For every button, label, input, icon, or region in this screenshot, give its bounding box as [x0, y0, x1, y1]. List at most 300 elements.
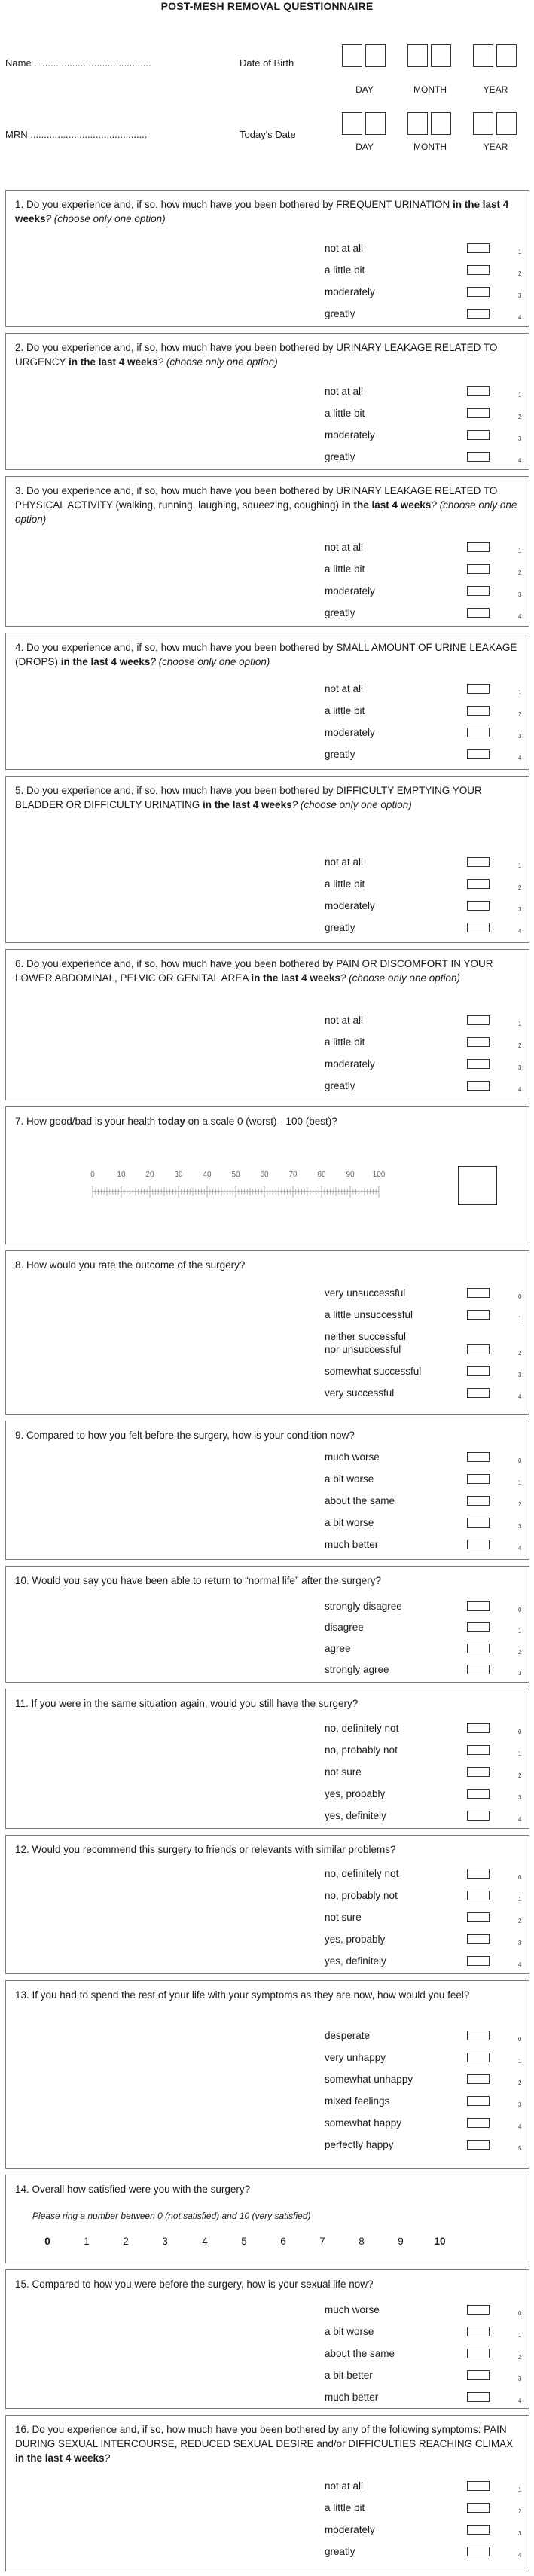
option-label: a little bit: [325, 1036, 365, 1048]
today-month-label: MONTH: [413, 142, 447, 152]
question-text: [15, 1573, 520, 1588]
option-checkbox[interactable]: [467, 1474, 490, 1484]
option-score: 2: [518, 569, 522, 576]
option-score: 4: [518, 1393, 522, 1400]
question-number: 2.: [15, 342, 27, 353]
option-score: 0: [518, 1457, 522, 1464]
option-checkbox[interactable]: [467, 1869, 490, 1879]
option-label: no, probably not: [325, 1744, 398, 1756]
option-score: 2: [518, 2354, 522, 2361]
option-label: agree: [325, 1643, 351, 1654]
option-checkbox[interactable]: [467, 1912, 490, 1922]
today-year-label: YEAR: [483, 142, 508, 152]
option-score: 0: [518, 2310, 522, 2317]
option-checkbox[interactable]: [467, 1037, 490, 1047]
option-score: 3: [518, 1794, 522, 1801]
option-checkbox[interactable]: [467, 1452, 490, 1462]
option-label: greatly: [325, 308, 355, 319]
question-16-box: [5, 2415, 529, 2571]
question-text: [15, 640, 520, 669]
option-label: a bit worse: [325, 1517, 374, 1528]
option-checkbox[interactable]: [467, 1344, 490, 1354]
dob-day-digit-box[interactable]: [365, 44, 386, 67]
option-score: 2: [518, 884, 522, 891]
option-label: not at all: [325, 683, 364, 694]
dob-month-label: MONTH: [413, 84, 447, 95]
today-date-label: Today's Date: [240, 129, 296, 140]
scale-label: 80: [317, 1170, 326, 1179]
option-score: 2: [518, 2508, 522, 2515]
option-score: 4: [518, 1545, 522, 1552]
option-checkbox[interactable]: [467, 2481, 490, 2491]
option-checkbox[interactable]: [467, 749, 490, 759]
today-month-digit-box[interactable]: [407, 112, 428, 135]
rating-number-1[interactable]: 1: [84, 2236, 90, 2247]
option-score: 2: [518, 1501, 522, 1508]
option-label: moderately: [325, 2524, 375, 2535]
option-label: much worse: [325, 2304, 380, 2315]
option-checkbox[interactable]: [467, 586, 490, 596]
option-checkbox[interactable]: [467, 1644, 490, 1653]
option-label: very unhappy: [325, 2052, 386, 2063]
option-checkbox[interactable]: [467, 1288, 490, 1298]
option-score: 3: [518, 1372, 522, 1378]
option-checkbox[interactable]: [467, 879, 490, 889]
option-label: yes, probably: [325, 1788, 386, 1799]
option-score: 3: [518, 1940, 522, 1946]
question-body: Do you experience and, if so, how much have you been bothered by SMALL AMOUNT OF URINE LEAKAGE (DROPS): [15, 642, 517, 667]
option-label: moderately: [325, 1058, 375, 1070]
question-timeframe: in the last 4 weeks: [69, 356, 158, 368]
option-checkbox[interactable]: [467, 706, 490, 716]
option-checkbox[interactable]: [467, 1767, 490, 1777]
option-label: moderately: [325, 286, 375, 298]
option-checkbox[interactable]: [467, 1934, 490, 1944]
option-score: 1: [518, 1628, 522, 1634]
option-label: yes, definitely: [325, 1955, 386, 1967]
option-label: mixed feelings: [325, 2095, 390, 2107]
rating-number-4[interactable]: 4: [202, 2236, 208, 2247]
option-score: 3: [518, 435, 522, 442]
question-body: Do you experience and, if so, how much have you been bothered by DIFFICULTY EMPTYING YOUR BLADDER OR DIFFICULTY URINATING: [15, 785, 482, 810]
option-checkbox[interactable]: [467, 1811, 490, 1821]
option-label: somewhat happy: [325, 2117, 402, 2129]
today-day-digit-box[interactable]: [365, 112, 386, 135]
question-9-box: [5, 1421, 529, 1560]
question-text: [15, 2277, 520, 2291]
question-instruction: ?: [104, 2452, 111, 2464]
option-score: 4: [518, 1086, 522, 1093]
option-checkbox[interactable]: [467, 2074, 490, 2084]
question-number: 14.: [15, 2184, 32, 2195]
question-instruction: ? (choose only one option): [150, 656, 270, 667]
option-checkbox[interactable]: [467, 1059, 490, 1069]
option-label: not at all: [325, 1015, 364, 1026]
question-number: 7.: [15, 1116, 27, 1127]
option-checkbox[interactable]: [467, 1518, 490, 1528]
option-score: 1: [518, 548, 522, 554]
rating-number-9[interactable]: 9: [398, 2236, 404, 2247]
page-title: POST-MESH REMOVAL QUESTIONNAIRE: [160, 0, 374, 12]
question-number: 4.: [15, 642, 27, 653]
question-body: Compared to how you were before the surgery, how is your sexual life now?: [32, 2278, 374, 2290]
question-number: 1.: [15, 199, 27, 210]
rating-number-3[interactable]: 3: [162, 2236, 168, 2247]
option-label: no, definitely not: [325, 1868, 399, 1879]
option-label: very unsuccessful: [325, 1287, 406, 1299]
option-score: 1: [518, 689, 522, 696]
option-checkbox[interactable]: [467, 386, 490, 396]
option-checkbox[interactable]: [467, 1622, 490, 1632]
option-label: a little bit: [325, 2502, 365, 2513]
option-score: 1: [518, 1315, 522, 1322]
question-number: 9.: [15, 1430, 27, 1441]
dob-day-label: DAY: [355, 84, 374, 95]
rating-number-7[interactable]: 7: [319, 2236, 325, 2247]
option-score: 3: [518, 2530, 522, 2537]
option-checkbox[interactable]: [467, 1956, 490, 1966]
question-timeframe: in the last 4 weeks: [203, 799, 292, 810]
option-score: 1: [518, 862, 522, 869]
option-checkbox[interactable]: [467, 408, 490, 418]
option-label: yes, definitely: [325, 1810, 386, 1821]
question-text: [15, 340, 520, 369]
question-body: If you had to spend the rest of your life with your symptoms as they are now, how would you feel?: [32, 1989, 470, 2001]
dob-day-digit-box[interactable]: [342, 44, 362, 67]
question-number: 11.: [15, 1698, 32, 1709]
question-number: 3.: [15, 485, 27, 496]
question-6-box: [5, 949, 529, 1100]
dob-month-digit-box[interactable]: [407, 44, 428, 67]
question-13-box: [5, 1980, 529, 2169]
option-checkbox[interactable]: [467, 2327, 490, 2336]
question-text: [15, 2422, 520, 2465]
option-checkbox[interactable]: [467, 2349, 490, 2358]
option-score: 4: [518, 755, 522, 762]
option-label: a little bit: [325, 264, 365, 276]
option-checkbox[interactable]: [467, 1015, 490, 1025]
option-label: strongly agree: [325, 1664, 389, 1675]
option-checkbox[interactable]: [467, 243, 490, 253]
option-label: desperate: [325, 2030, 371, 2041]
option-checkbox[interactable]: [467, 684, 490, 694]
question-5-box: [5, 776, 529, 943]
option-checkbox[interactable]: [467, 287, 490, 297]
scale-label: 20: [145, 1170, 154, 1179]
option-checkbox[interactable]: [467, 2096, 490, 2106]
option-label: about the same: [325, 1495, 395, 1506]
option-score: 2: [518, 711, 522, 718]
rating-number-2[interactable]: 2: [123, 2236, 129, 2247]
option-label: moderately: [325, 900, 375, 911]
option-score: 3: [518, 591, 522, 598]
rating-number-6[interactable]: 6: [280, 2236, 286, 2247]
option-checkbox[interactable]: [467, 2370, 490, 2380]
health-score-box[interactable]: [458, 1166, 497, 1205]
option-checkbox[interactable]: [467, 1496, 490, 1506]
option-checkbox[interactable]: [467, 452, 490, 462]
option-checkbox[interactable]: [467, 2053, 490, 2062]
question-1-box: [5, 190, 529, 327]
question-2-box: [5, 333, 529, 470]
question-number: 10.: [15, 1575, 32, 1586]
today-month-digit-box[interactable]: [431, 112, 451, 135]
option-score: 1: [518, 1479, 522, 1486]
mrn-field[interactable]: MRN ...........................................: [5, 129, 148, 140]
question-number: 5.: [15, 785, 27, 796]
question-number: 16.: [15, 2424, 32, 2435]
option-checkbox[interactable]: [467, 430, 490, 440]
option-checkbox[interactable]: [467, 2031, 490, 2040]
question-body: Do you experience and, if so, how much have you been bothered by URINARY LEAKAGE RELATED TO URGENCY: [15, 342, 498, 368]
question-instruction: ? (choose only one option): [291, 799, 412, 810]
scale-label: 90: [346, 1170, 355, 1179]
option-label: no, definitely not: [325, 1723, 399, 1734]
option-score: 1: [518, 1750, 522, 1757]
option-score: 1: [518, 1896, 522, 1903]
rating-number-0[interactable]: 0: [44, 2236, 50, 2247]
option-label: not sure: [325, 1766, 362, 1778]
option-label: no, probably not: [325, 1890, 398, 1901]
option-checkbox[interactable]: [467, 1366, 490, 1376]
question-7-box: [5, 1106, 529, 1244]
scale-label: 100: [372, 1170, 386, 1179]
option-score: 2: [518, 1350, 522, 1357]
option-score: 3: [518, 733, 522, 740]
option-label: yes, probably: [325, 1934, 386, 1945]
option-score: 4: [518, 457, 522, 464]
today-day-label: DAY: [355, 142, 374, 152]
option-score: 2: [518, 1649, 522, 1656]
option-label: not at all: [325, 386, 364, 397]
question-text: [15, 1114, 520, 1128]
option-checkbox[interactable]: [467, 2525, 490, 2535]
option-score: 4: [518, 613, 522, 620]
option-label: moderately: [325, 727, 375, 738]
rating-number-8[interactable]: 8: [359, 2236, 365, 2247]
scale-label: 40: [203, 1170, 212, 1179]
question-text: [15, 2182, 520, 2196]
scale-label: 70: [288, 1170, 298, 1179]
option-checkbox[interactable]: [467, 1388, 490, 1398]
question-instruction: ? (choose only one option): [157, 356, 278, 368]
option-label: a little unsuccessful: [325, 1309, 413, 1320]
question-body: Do you experience and, if so, how much have you been bothered by any of the following symptoms: PAIN DURING SEXUAL INTERCOURSE, REDUCED SEXUAL DESIRE and/or DIFFICULTIES REACHING CLIMAX: [15, 2424, 514, 2449]
question-3-box: [5, 476, 529, 627]
question-number: 12.: [15, 1844, 32, 1855]
question-emphasis: today: [157, 1116, 185, 1127]
option-score: 4: [518, 1816, 522, 1823]
option-checkbox[interactable]: [467, 2392, 490, 2402]
question-timeframe: in the last 4 weeks: [60, 656, 151, 667]
question-body: If you were in the same situation again, would you still have the surgery?: [31, 1698, 359, 1709]
option-label: not at all: [325, 856, 364, 868]
option-label: greatly: [325, 749, 355, 760]
option-score: 0: [518, 1293, 522, 1300]
option-score: 4: [518, 2552, 522, 2559]
question-body: How would you rate the outcome of the surgery?: [26, 1259, 246, 1271]
option-checkbox[interactable]: [467, 542, 490, 552]
question-text: [15, 1428, 520, 1442]
name-field[interactable]: Name ...........................................: [5, 57, 151, 69]
option-checkbox[interactable]: [467, 728, 490, 737]
option-label: a little bit: [325, 878, 365, 890]
scale-label: 50: [231, 1170, 240, 1179]
option-score: 3: [518, 1670, 522, 1677]
option-checkbox[interactable]: [467, 608, 490, 618]
question-10-box: [5, 1566, 529, 1683]
dob-year-digit-box[interactable]: [496, 44, 517, 67]
today-day-digit-box[interactable]: [342, 112, 362, 135]
option-score: 2: [518, 270, 522, 277]
option-score: 1: [518, 392, 522, 398]
option-checkbox[interactable]: [467, 309, 490, 319]
option-label: greatly: [325, 607, 355, 618]
rating-number-10[interactable]: 10: [434, 2236, 446, 2247]
dob-month-digit-box[interactable]: [431, 44, 451, 67]
health-scale-ruler[interactable]: [85, 1160, 386, 1205]
option-checkbox[interactable]: [467, 2305, 490, 2315]
option-score: 1: [518, 2058, 522, 2065]
option-checkbox[interactable]: [467, 1745, 490, 1755]
option-score: 2: [518, 1772, 522, 1779]
option-checkbox[interactable]: [467, 1601, 490, 1611]
question-number: 13.: [15, 1989, 32, 2001]
option-score: 2: [518, 1918, 522, 1924]
question-instruction: ? (choose only one option): [45, 213, 166, 224]
option-label: moderately: [325, 429, 375, 441]
option-score: 3: [518, 2101, 522, 2108]
question-text: [15, 1258, 520, 1272]
question-text: [15, 484, 520, 526]
question-instruction: ? (choose only one option): [340, 972, 461, 984]
question-4-box: [5, 633, 529, 770]
scale-label: 30: [174, 1170, 183, 1179]
option-checkbox[interactable]: [467, 2503, 490, 2513]
question-text: [15, 1696, 520, 1711]
today-year-digit-box[interactable]: [496, 112, 517, 135]
question-timeframe: in the last 4 weeks: [15, 2452, 105, 2464]
question-body: Would you say you have been able to return to “normal life” after the surgery?: [32, 1575, 382, 1586]
question-text: [15, 1842, 520, 1857]
option-score: 4: [518, 2123, 522, 2130]
option-checkbox[interactable]: [467, 2118, 490, 2128]
question-12-box: [5, 1835, 529, 1974]
option-score: 2: [518, 414, 522, 420]
question-body: Would you recommend this surgery to friends or relevants with similar problems?: [32, 1844, 396, 1855]
option-label: much better: [325, 1539, 379, 1550]
option-label: neither successful: [325, 1331, 407, 1342]
option-score: 0: [518, 1874, 522, 1881]
question-body: Overall how satisfied were you with the surgery?: [32, 2184, 251, 2195]
option-label: greatly: [325, 1080, 355, 1091]
option-label: perfectly happy: [325, 2139, 394, 2150]
option-label: somewhat successful: [325, 1366, 422, 1377]
question-body: Do you experience and, if so, how much have you been bothered by FREQUENT URINATION: [26, 199, 453, 210]
option-label: greatly: [325, 2546, 355, 2557]
option-label: much worse: [325, 1451, 380, 1463]
option-score: 2: [518, 1042, 522, 1049]
option-label: strongly disagree: [325, 1601, 402, 1612]
option-checkbox[interactable]: [467, 2547, 490, 2556]
option-checkbox[interactable]: [467, 901, 490, 911]
option-label: a little bit: [325, 407, 365, 419]
option-label-line2: nor unsuccessful: [325, 1344, 401, 1355]
option-label: greatly: [325, 451, 355, 462]
question-timeframe: in the last 4 weeks: [251, 972, 340, 984]
dob-year-digit-box[interactable]: [473, 44, 493, 67]
rating-number-5[interactable]: 5: [241, 2236, 247, 2247]
option-checkbox[interactable]: [467, 1789, 490, 1799]
question-number: 15.: [15, 2278, 32, 2290]
scale-label: 10: [117, 1170, 126, 1179]
option-score: 1: [518, 2332, 522, 2339]
question-11-box: [5, 1689, 529, 1829]
option-score: 5: [518, 2145, 522, 2152]
option-checkbox[interactable]: [467, 1723, 490, 1733]
option-label: much better: [325, 2391, 379, 2403]
option-checkbox[interactable]: [467, 1891, 490, 1900]
option-score: 3: [518, 292, 522, 299]
option-label: not at all: [325, 2480, 364, 2492]
question-text: [15, 1988, 520, 2002]
option-label: somewhat unhappy: [325, 2074, 413, 2085]
option-score: 0: [518, 1607, 522, 1613]
question-timeframe: in the last 4 weeks: [341, 499, 432, 511]
option-label: a little bit: [325, 563, 365, 575]
option-checkbox[interactable]: [467, 564, 490, 574]
question-instruction: ? (choose only one option): [15, 499, 517, 525]
option-score: 4: [518, 314, 522, 321]
question-body: How good/bad is your health: [26, 1116, 158, 1127]
rating-instruction: Please ring a number between 0 (not satisfied) and 10 (very satisfied): [32, 2211, 311, 2221]
option-checkbox[interactable]: [467, 1081, 490, 1091]
option-label: not at all: [325, 542, 364, 553]
option-checkbox[interactable]: [467, 923, 490, 932]
option-label: not at all: [325, 243, 364, 254]
today-year-digit-box[interactable]: [473, 112, 493, 135]
option-label: a little bit: [325, 705, 365, 716]
question-text: [15, 957, 520, 985]
option-checkbox[interactable]: [467, 1665, 490, 1674]
question-14-box: [5, 2175, 529, 2263]
question-15-box: [5, 2269, 529, 2409]
option-checkbox[interactable]: [467, 2140, 490, 2150]
option-score: 3: [518, 906, 522, 913]
scale-label: 0: [90, 1170, 95, 1179]
option-label: disagree: [325, 1622, 364, 1633]
option-label: not sure: [325, 1912, 362, 1923]
question-text: [15, 197, 520, 226]
scale-label: 60: [260, 1170, 269, 1179]
option-score: 0: [518, 2036, 522, 2043]
option-score: 4: [518, 1961, 522, 1968]
option-score: 1: [518, 249, 522, 255]
dob-label: Date of Birth: [240, 57, 294, 69]
option-checkbox[interactable]: [467, 265, 490, 275]
question-body: Do you experience and, if so, how much have you been bothered by PAIN OR DISCOMFORT IN YOUR LOWER ABDOMINAL, PELVIC OR GENITAL AREA: [15, 958, 493, 984]
option-score: 3: [518, 1064, 522, 1071]
option-checkbox[interactable]: [467, 857, 490, 867]
question-number: 6.: [15, 958, 27, 969]
option-checkbox[interactable]: [467, 1310, 490, 1320]
option-score: 4: [518, 2397, 522, 2404]
question-body: Compared to how you felt before the surgery, how is your condition now?: [26, 1430, 355, 1441]
option-checkbox[interactable]: [467, 1540, 490, 1549]
question-body-end: on a scale 0 (worst) - 100 (best)?: [185, 1116, 337, 1127]
option-label: a bit worse: [325, 1473, 374, 1485]
option-label: a bit better: [325, 2370, 373, 2381]
